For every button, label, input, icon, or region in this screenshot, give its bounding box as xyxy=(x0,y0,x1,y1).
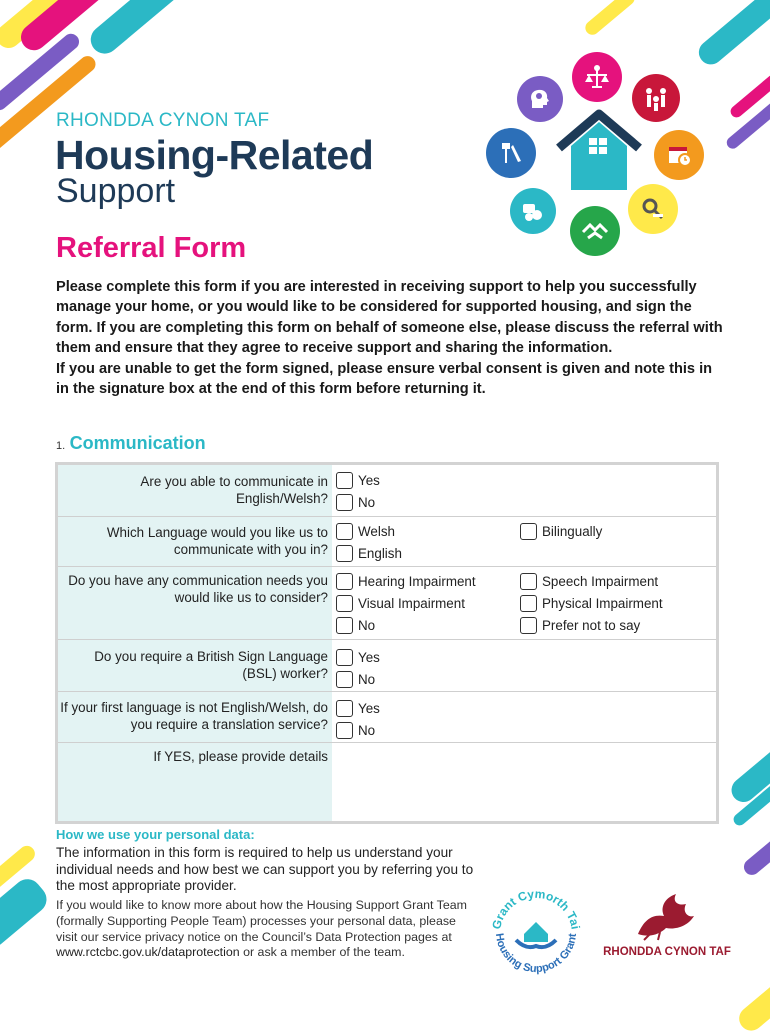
question-label: If your first language is not English/Welsh, do you require a translation service? xyxy=(60,700,328,732)
decorative-stripe xyxy=(741,834,770,878)
decorative-stripe xyxy=(583,0,638,38)
dragon-icon xyxy=(630,890,700,942)
checkbox[interactable] xyxy=(520,573,537,590)
housing-support-grant-logo xyxy=(486,882,586,982)
intro-paragraph-1: Please complete this form if you are interested in receiving support to help you successfully manage your home, or you would like to be considered for supported housing, and sign the form. If you are completing this form on behalf of someone else, please discuss the referral with them and ensure that they agree to receive support and sharing the information. xyxy=(56,279,723,357)
privacy-notice: If you would like to know more about how the Housing Support Grant Team (formally Supporting People Team) processes your personal data, please visit our service privacy notice on the Council’s Data Protection pages at www.rctcbc.gov.uk/dataprotection or ask a member of the team. xyxy=(56,898,467,960)
checkbox[interactable] xyxy=(336,700,353,717)
option-bilingually[interactable]: Bilingually xyxy=(520,522,602,541)
option-hearing-impairment[interactable]: Hearing Impairment xyxy=(336,572,476,591)
communication-form xyxy=(55,462,719,824)
option-welsh[interactable]: Welsh xyxy=(336,522,395,541)
grant-logo-outer-text: Grant Cymorth Tai xyxy=(489,886,583,931)
option-physical-impairment[interactable]: Physical Impairment xyxy=(520,594,663,613)
question-label: Are you able to communicate in English/Welsh? xyxy=(140,474,328,506)
option-speech-impairment[interactable]: Speech Impairment xyxy=(520,572,658,591)
decorative-stripe xyxy=(694,0,770,69)
checkbox[interactable] xyxy=(336,573,353,590)
tools-icon xyxy=(486,128,536,178)
calendar-icon xyxy=(654,130,704,180)
form-title: Referral Form xyxy=(56,232,247,264)
question-label: Which Language would you like us to communicate with you in? xyxy=(106,525,328,557)
balance-icon xyxy=(572,52,622,102)
option-yes[interactable]: Yes xyxy=(336,699,380,718)
organisation-name: RHONDDA CYNON TAF xyxy=(56,110,270,131)
checkbox[interactable] xyxy=(336,722,353,739)
checkbox[interactable] xyxy=(336,472,353,489)
option-yes[interactable]: Yes xyxy=(336,471,380,490)
checkbox[interactable] xyxy=(520,595,537,612)
council-logo xyxy=(592,890,742,970)
option-yes[interactable]: Yes xyxy=(336,648,380,667)
checkbox[interactable] xyxy=(336,671,353,688)
form-row-q3 xyxy=(58,567,716,640)
form-row-q5 xyxy=(58,692,716,743)
intro-paragraph-2: If you are unable to get the form signed, please ensure verbal consent is given and note this in in the signature box at the end of this form before returning it. xyxy=(56,360,713,398)
privacy-paragraph: The information in this form is required to help us understand your individual needs and how best we can support you by referring you to the most appropriate provider. xyxy=(56,845,474,893)
grant-logo-inner-text: Housing Support Grant xyxy=(492,932,579,976)
checkbox[interactable] xyxy=(336,595,353,612)
option-no[interactable]: No xyxy=(336,670,375,689)
checkbox[interactable] xyxy=(520,617,537,634)
section-header xyxy=(56,433,206,454)
hands-icon xyxy=(570,206,620,256)
question-label: Do you have any communication needs you would like us to consider? xyxy=(68,573,328,605)
form-row-q1 xyxy=(58,465,716,517)
checkbox[interactable] xyxy=(336,617,353,634)
form-row-q6 xyxy=(58,743,716,821)
intro-text xyxy=(56,277,726,399)
form-row-q4 xyxy=(58,640,716,692)
option-no[interactable]: No xyxy=(336,721,375,740)
question-label: If YES, please provide details xyxy=(153,749,328,764)
checkbox[interactable] xyxy=(336,545,353,562)
section-number: 1. xyxy=(56,440,66,452)
option-no[interactable]: No xyxy=(336,493,375,512)
checkbox[interactable] xyxy=(336,523,353,540)
privacy-heading: How we use your personal data: xyxy=(56,827,255,842)
checkbox[interactable] xyxy=(336,494,353,511)
house-icon xyxy=(553,108,645,192)
details-textarea[interactable] xyxy=(333,743,716,821)
coins-icon xyxy=(510,188,556,234)
checkbox[interactable] xyxy=(336,649,353,666)
council-name: RHONDDA CYNON TAF xyxy=(603,946,731,958)
decorative-stripe xyxy=(0,873,52,952)
option-no[interactable]: No xyxy=(336,616,375,635)
page-subtitle: Support xyxy=(56,172,176,210)
option-visual-impairment[interactable]: Visual Impairment xyxy=(336,594,465,613)
decorative-stripe xyxy=(734,979,770,1035)
data-protection-link[interactable]: www.rctcbc.gov.uk/dataprotection xyxy=(56,945,240,960)
decorative-stripe xyxy=(85,0,195,59)
page-title: Housing-Related xyxy=(55,132,374,178)
section-title: Communication xyxy=(69,433,206,453)
option-english[interactable]: English xyxy=(336,544,402,563)
question-label: Do you require a British Sign Language (BSL) worker? xyxy=(94,649,328,681)
option-prefer-not-to-say[interactable]: Prefer not to say xyxy=(520,616,640,635)
checkbox[interactable] xyxy=(520,523,537,540)
form-row-q2 xyxy=(58,517,716,567)
